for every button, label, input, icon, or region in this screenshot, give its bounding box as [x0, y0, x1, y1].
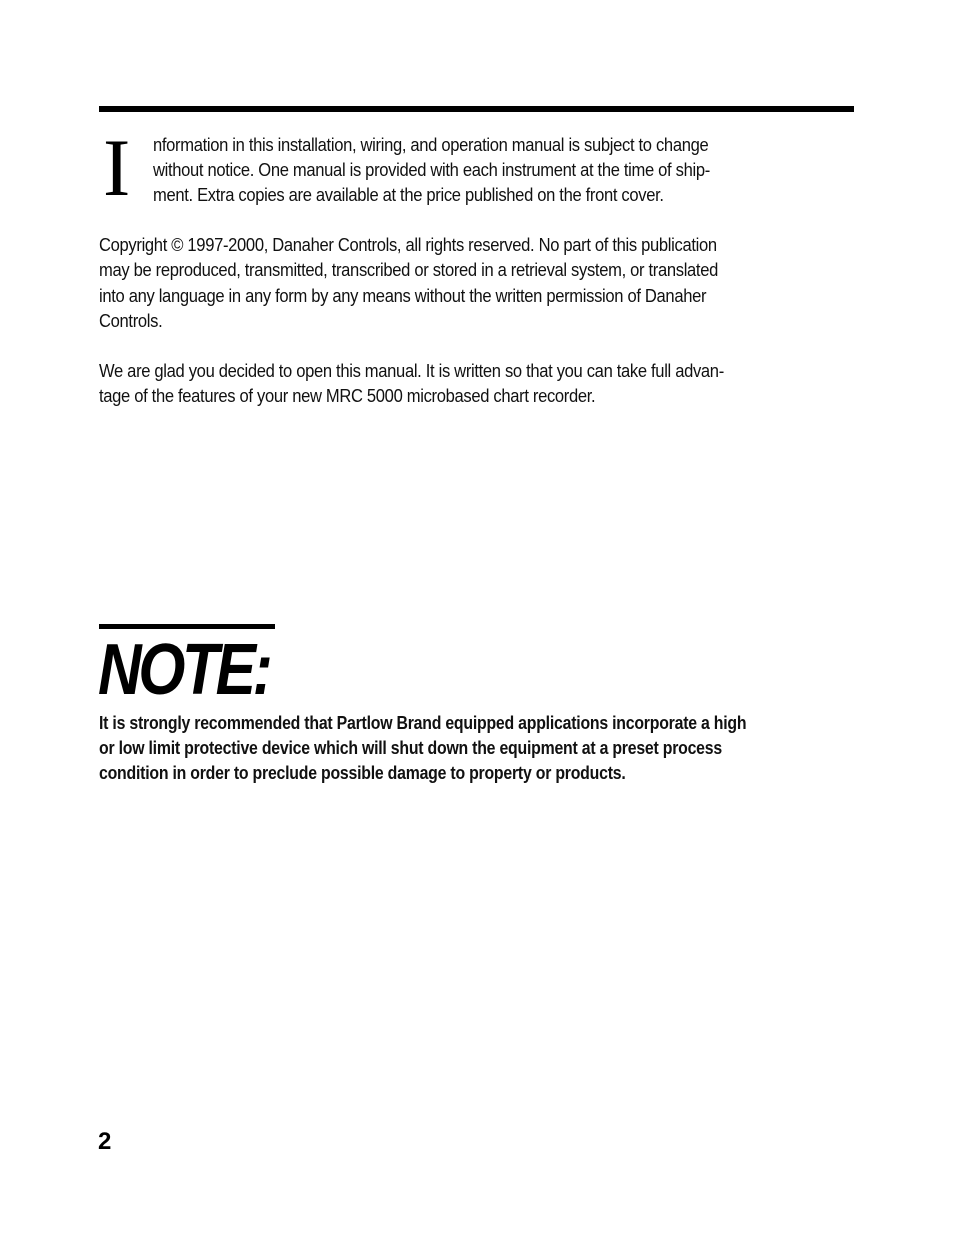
- intro-line: ment. Extra copies are available at the price published on the front cover.: [153, 185, 664, 205]
- intro-line: nformation in this installation, wiring, and operation manual is subject to change: [153, 135, 709, 155]
- welcome-line: We are glad you decided to open this manual. It is written so that you can take full advan-: [99, 361, 724, 381]
- top-rule: [99, 106, 854, 112]
- intro-text: [153, 133, 852, 208]
- note-text: [99, 711, 856, 786]
- copyright-line: Controls.: [99, 311, 163, 332]
- copyright-paragraph: [99, 233, 853, 335]
- drop-cap: I: [103, 122, 131, 213]
- note-heading: NOTE:: [98, 630, 270, 710]
- page-number: 2: [98, 1128, 112, 1155]
- note-line: condition in order to preclude possible damage to property or products.: [99, 763, 626, 783]
- intro-paragraph: [99, 122, 854, 213]
- copyright-line: Copyright © 1997-2000, Danaher Controls, all rights reserved. No part of this publication: [99, 235, 717, 255]
- note-rule: [99, 624, 275, 629]
- welcome-paragraph: [99, 359, 853, 410]
- intro-line: without notice. One manual is provided with each instrument at the time of ship-: [153, 160, 710, 180]
- copyright-line: into any language in any form by any means without the written permission of Danaher: [99, 285, 707, 306]
- note-line: It is strongly recommended that Partlow Brand equipped applications incorporate a high: [99, 713, 747, 733]
- copyright-line: may be reproduced, transmitted, transcribed or stored in a retrieval system, or translated: [99, 260, 718, 281]
- welcome-line: tage of the features of your new MRC 5000 microbased chart recorder.: [99, 386, 596, 407]
- note-line: or low limit protective device which will shut down the equipment at a preset process: [99, 738, 722, 758]
